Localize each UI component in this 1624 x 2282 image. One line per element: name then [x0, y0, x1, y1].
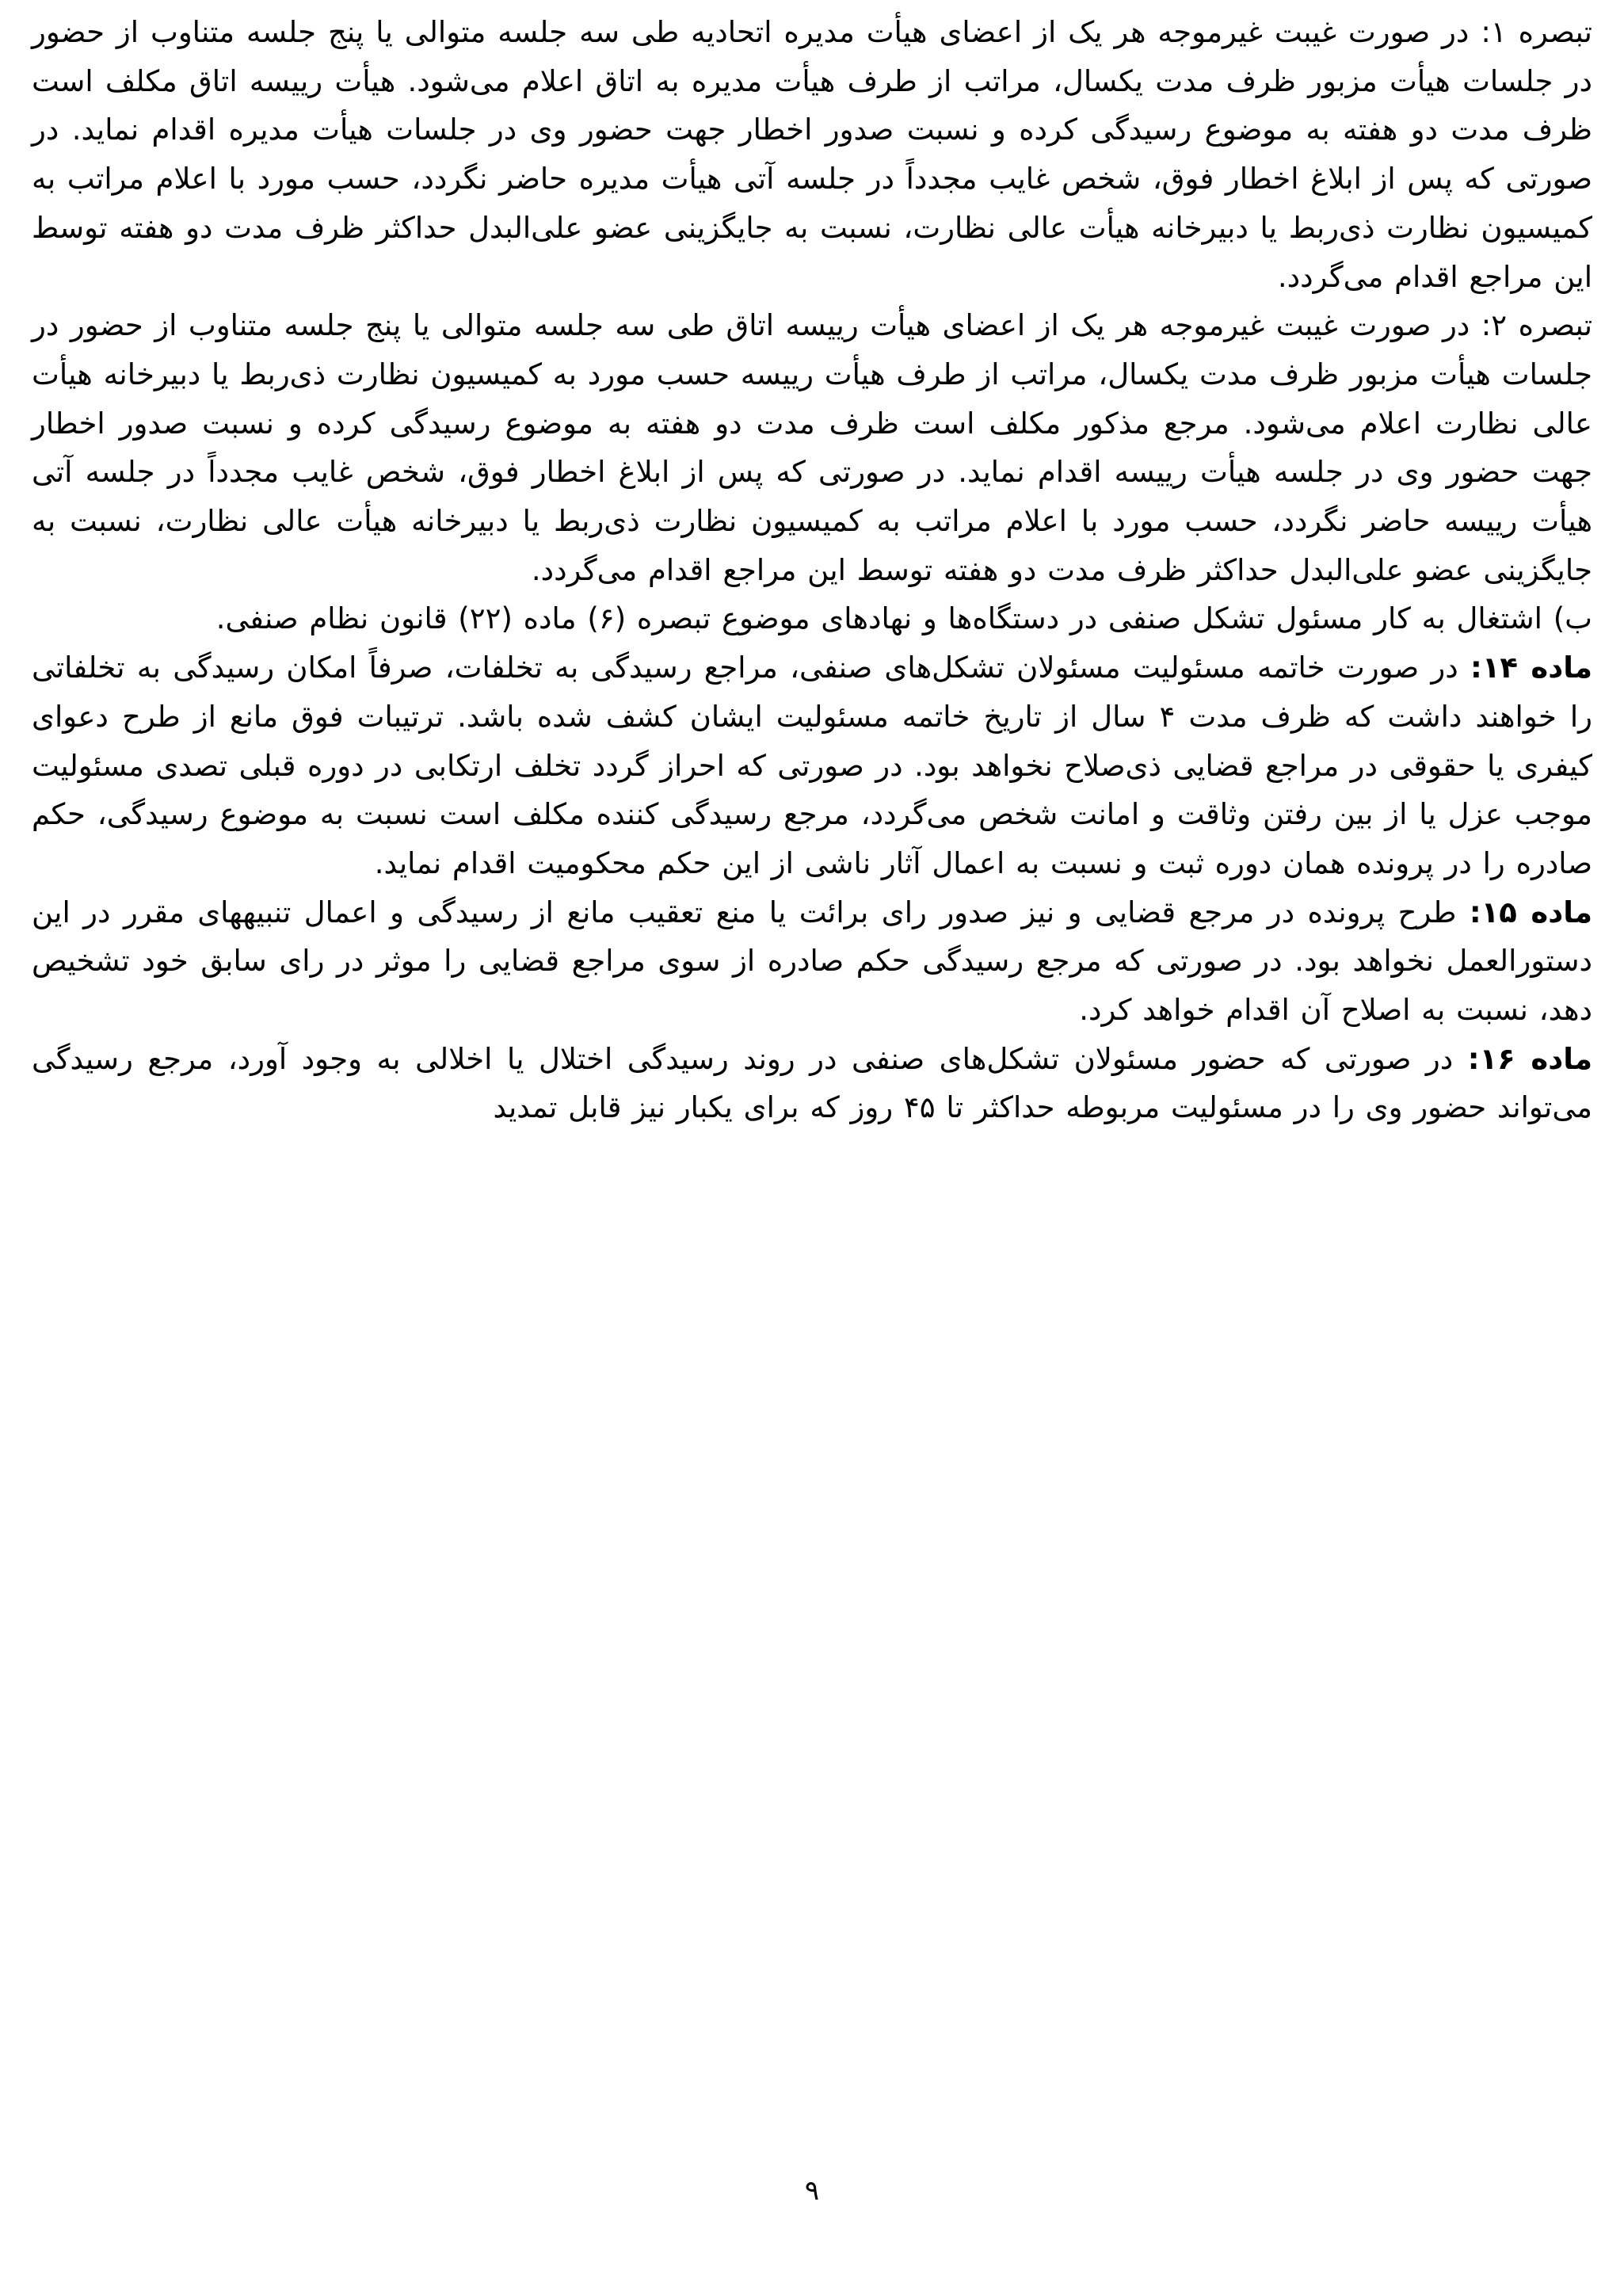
article-heading: ماده ۱۴: [1470, 651, 1592, 685]
page-number: ۹ [804, 2175, 820, 2207]
paragraph-text: تبصره ۲: در صورت غیبت غیرموجه هر یک از اعضای هیأت رییسه اتاق طی سه جلسه متوالی یا پنج جلسه متناوب از حضور در جلسات هیأت مزبور ظرف مدت یکسال، مراتب از طرف هیأت رییسه حسب مورد به کمیسیون نظارت ذی‌ربط یا دبیرخانه هیأت عالی نظارت اعلام می‌شود. مرجع مذکور مکلف است ظرف مدت دو هفته به موضوع رسیدگی کرده و نسبت صدور اخطار جهت حضور وی در جلسه هیأت رییسه اقدام نماید. در صورتی که پس از ابلاغ اخطار فوق، شخص غایب مجدداً در جلسه آتی هیأت رییسه حاضر نگردد، حسب مورد با اعلام مراتب به کمیسیون نظارت ذی‌ربط یا دبیرخانه هیأت عالی نظارت، نسبت به جایگزینی عضو علی‌البدل حداکثر ظرف مدت دو هفته توسط این مراجع اقدام می‌گردد. [32, 308, 1592, 587]
paragraph-article-15 [32, 888, 1592, 1035]
paragraph-text: ب) اشتغال به کار مسئول تشکل صنفی در دستگاه‌ها و نهادهای موضوع تبصره (۶) ماده (۲۲) قانون نظام صنفی. [215, 601, 1592, 636]
paragraph-text: طرح پرونده در مرجع قضایی و نیز صدور رای برائت یا منع تعقیب مانع از رسیدگی و اعمال تنبیههای مقرر در این دستورالعمل نخواهد بود. در صورتی که مرجع رسیدگی حکم صادره از سوی مراجع قضایی را موثر در رای سابق خود تشخیص دهد، نسبت به اصلاح آن اقدام خواهد کرد. [32, 895, 1592, 1028]
paragraph-article-14 [32, 643, 1592, 888]
paragraph-article-16 [32, 1035, 1592, 1132]
document-page [32, 0, 1592, 2282]
body-text [32, 8, 1592, 1132]
paragraph-tabsareh-1 [32, 8, 1592, 301]
article-heading: ماده ۱۵: [1469, 895, 1593, 929]
article-heading: ماده ۱۶: [1467, 1041, 1592, 1076]
paragraph-text: در صورت خاتمه مسئولیت مسئولان تشکل‌های صنفی، مراجع رسیدگی به تخلفات، صرفاً امکان رسیدگی به تخلفاتی را خواهند داشت که ظرف مدت ۴ سال از تاریخ خاتمه مسئولیت ایشان کشف شده باشد. ترتیبات فوق مانع از طرح دعوای کیفری یا حقوقی در مراجع قضایی ذی‌صلاح نخواهد بود. در صورتی که احراز گردد تخلف ارتکابی در دوره قبلی تصدی مسئولیت موجب عزل یا از بین رفتن وثاقت و امانت شخص می‌گردد، مرجع رسیدگی کننده مکلف است نسبت به موضوع رسیدگی، حکم صادره را در پرونده همان دوره ثبت و نسبت به اعمال آثار ناشی از این حکم محکومیت اقدام نماید. [32, 651, 1593, 880]
paragraph-clause-b [32, 594, 1592, 643]
paragraph-text: تبصره ۱: در صورت غیبت غیرموجه هر یک از اعضای هیأت مدیره اتحادیه طی سه جلسه متوالی یا پنج جلسه متناوب از حضور در جلسات هیأت مزبور ظرف مدت یکسال، مراتب از طرف هیأت مدیره به اتاق اعلام می‌شود. هیأت رییسه اتاق مکلف است ظرف مدت دو هفته به موضوع رسیدگی کرده و نسبت صدور اخطار جهت حضور وی در جلسات هیأت مدیره اقدام نماید. در صورتی که پس از ابلاغ اخطار فوق، شخص غایب مجدداً در جلسه آتی هیأت مدیره حاضر نگردد، حسب مورد با اعلام مراتب به کمیسیون نظارت ذی‌ربط یا دبیرخانه هیأت عالی نظارت، نسبت به جایگزینی عضو علی‌البدل حداکثر ظرف مدت دو هفته توسط این مراجع اقدام می‌گردد. [32, 15, 1592, 294]
paragraph-text: در صورتی که حضور مسئولان تشکل‌های صنفی در روند رسیدگی اختلال یا اخلالی به وجود آورد، مرجع رسیدگی می‌تواند حضور وی را در مسئولیت مربوطه حداکثر تا ۴۵ روز که برای یکبار نیز قابل تمدید [32, 1041, 1592, 1125]
paragraph-tabsareh-2 [32, 301, 1592, 594]
